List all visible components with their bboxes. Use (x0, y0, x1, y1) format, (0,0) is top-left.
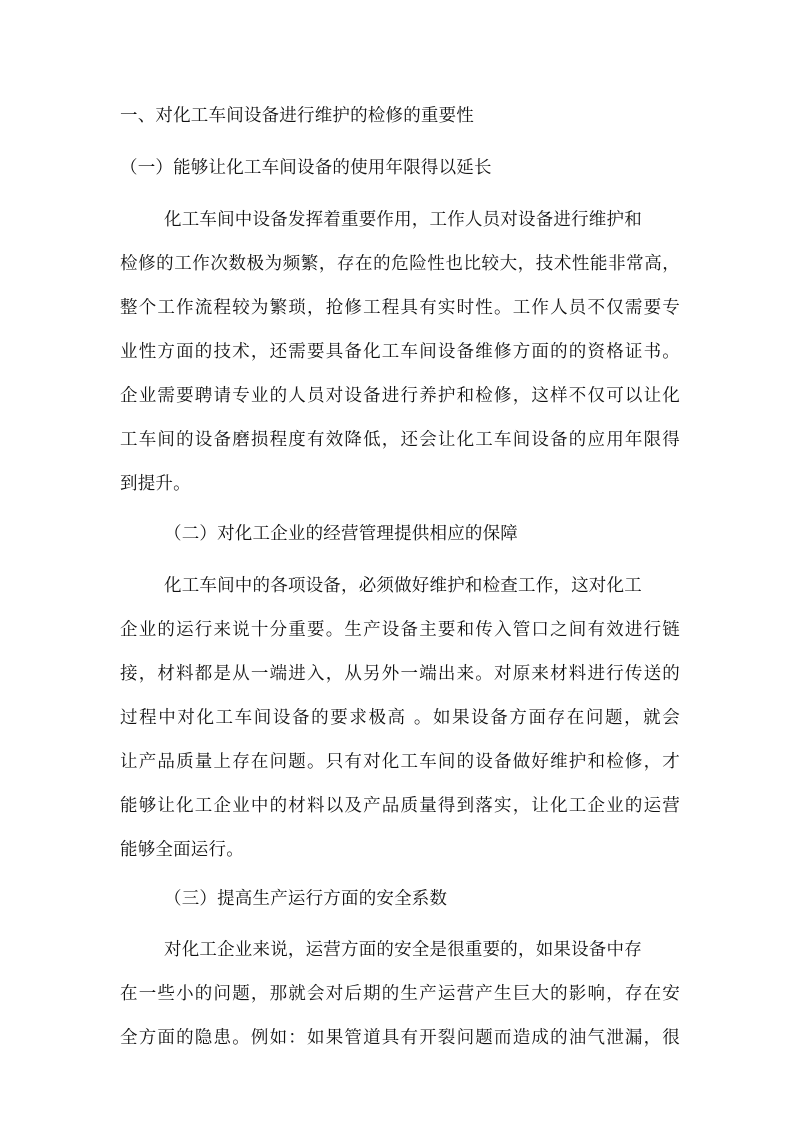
paragraph-2-line-5: 让产品质量上存在问题。只有对化工车间的设备做好维护和检修，才 (120, 752, 680, 772)
paragraph-2-line-2: 企业的运行来说十分重要。生产设备主要和传入管口之间有效进行链 (120, 620, 680, 640)
paragraph-1-line-1: 化工车间中设备发挥着重要作用，工作人员对设备进行维护和 (164, 210, 642, 230)
subsection-heading-2: （二）对化工企业的经营管理提供相应的保障 (164, 524, 518, 544)
paragraph-2-line-7: 能够全面运行。 (120, 840, 244, 860)
paragraph-1-line-7: 到提升。 (120, 474, 191, 494)
paragraph-2-line-1: 化工车间中的各项设备，必须做好维护和检查工作，这对化工 (164, 576, 642, 596)
paragraph-1-line-4: 业性方面的技术，还需要具备化工车间设备维修方面的的资格证书。 (120, 342, 680, 362)
paragraph-2-line-3: 接，材料都是从一端进入，从另外一端出来。对原来材料进行传送的 (120, 664, 680, 684)
paragraph-1-line-3: 整个工作流程较为繁琐，抢修工程具有实时性。工作人员不仅需要专 (120, 298, 680, 318)
paragraph-3-line-3: 全方面的隐患。例如：如果管道具有开裂问题而造成的油气泄漏，很 (120, 1028, 680, 1048)
paragraph-2-line-6: 能够让化工企业中的材料以及产品质量得到落实，让化工企业的运营 (120, 796, 680, 816)
paragraph-1-line-6: 工车间的设备磨损程度有效降低，还会让化工车间设备的应用年限得 (120, 430, 680, 450)
paragraph-1-line-2: 检修的工作次数极为频繁，存在的危险性也比较大，技术性能非常高， (120, 254, 680, 274)
section-heading-1: 一、对化工车间设备进行维护的检修的重要性 (120, 106, 474, 126)
paragraph-3-line-1: 对化工企业来说，运营方面的安全是很重要的，如果设备中存 (164, 940, 642, 960)
paragraph-2-line-4: 过程中对化工车间设备的要求极高 。如果设备方面存在问题，就会 (120, 708, 680, 728)
paragraph-1-line-5: 企业需要聘请专业的人员对设备进行养护和检修，这样不仅可以让化 (120, 386, 680, 406)
subsection-heading-1: （一）能够让化工车间设备的使用年限得以延长 (120, 158, 492, 178)
paragraph-3-line-2: 在一些小的问题，那就会对后期的生产运营产生巨大的影响，存在安 (120, 984, 680, 1004)
subsection-heading-3: （三）提高生产运行方面的安全系数 (164, 889, 448, 909)
